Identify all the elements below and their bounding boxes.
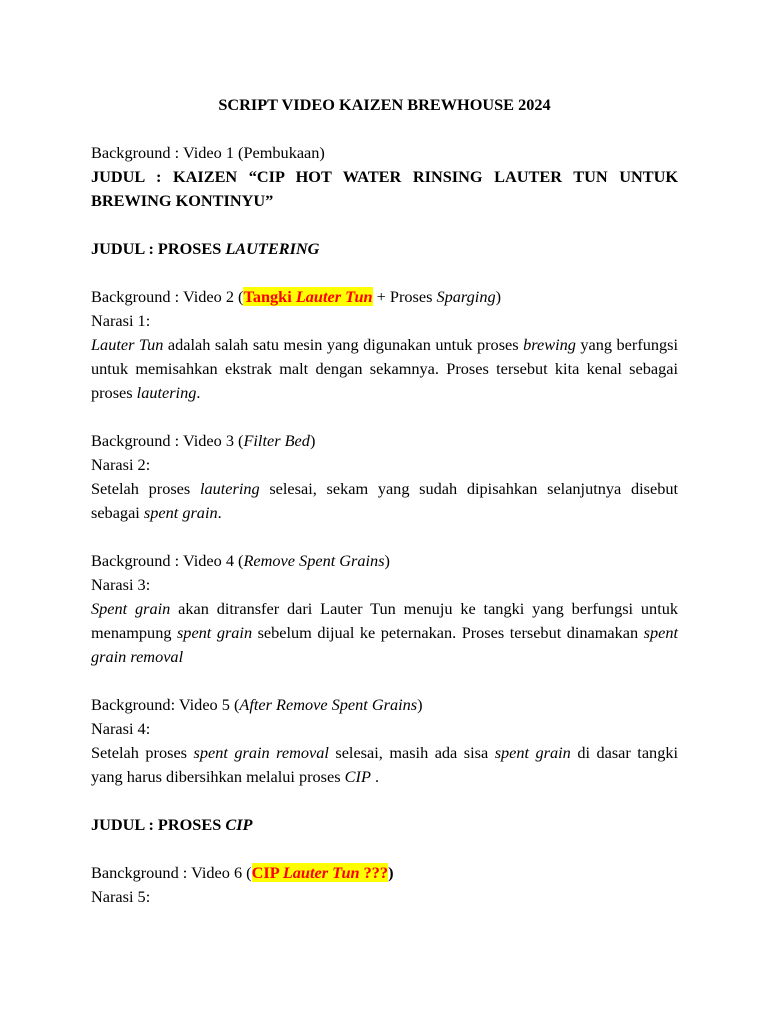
background-video-1: Background : Video 1 (Pembukaan) bbox=[91, 143, 325, 162]
narasi-4-paragraph bbox=[91, 741, 678, 789]
judul-emphasis: LAUTERING bbox=[225, 239, 320, 258]
narasi-1-paragraph bbox=[91, 333, 678, 405]
bg-suffix: ) bbox=[309, 431, 316, 450]
narasi-5-label: Narasi 5: bbox=[91, 887, 151, 906]
text: yang berfungsi untuk memisahkan ekstrak malt dengan sekamnya. Proses tersebut kita kenal sebagai proses bbox=[91, 335, 679, 402]
bg-prefix: Background: Video 5 ( bbox=[91, 695, 240, 714]
highlight-text: Tangki bbox=[243, 287, 296, 306]
bg-emphasis: Filter Bed bbox=[243, 431, 310, 450]
judul-kaizen-line-2: BREWING KONTINYU” bbox=[91, 191, 274, 210]
term: spent grain bbox=[143, 503, 218, 522]
highlight-cip-lauter-tun bbox=[252, 863, 388, 882]
bg-emphasis: After Remove Spent Grains bbox=[239, 695, 418, 714]
bg-emphasis: Remove Spent Grains bbox=[243, 551, 385, 570]
text: Setelah proses bbox=[91, 479, 200, 498]
text: akan ditransfer dari Lauter Tun menuju ke tangki yang berfungsi untuk menampung bbox=[91, 599, 679, 642]
text: selesai, sekam yang sudah dipisahkan selanjutnya disebut sebagai bbox=[91, 479, 678, 522]
judul-prefix: JUDUL : PROSES bbox=[91, 239, 226, 258]
judul-prefix: JUDUL : PROSES bbox=[91, 815, 226, 834]
text: Setelah proses bbox=[91, 743, 194, 762]
bg-text: + Proses bbox=[372, 287, 437, 306]
text: di dasar tangki yang harus dibersihkan melalui proses bbox=[91, 743, 678, 786]
term: Lauter Tun bbox=[91, 335, 164, 354]
bg-prefix: Background : Video 4 ( bbox=[91, 551, 244, 570]
background-video-5 bbox=[91, 693, 678, 717]
text: adalah salah satu mesin yang digunakan untuk proses bbox=[163, 335, 524, 354]
bg-emphasis: Sparging bbox=[436, 287, 496, 306]
background-video-6 bbox=[91, 861, 678, 885]
judul-emphasis: CIP bbox=[225, 815, 253, 834]
text: . bbox=[370, 767, 380, 786]
bg-prefix: Background : Video 3 ( bbox=[91, 431, 244, 450]
text: sebelum dijual ke peternakan. Proses tersebut dinamakan bbox=[252, 623, 644, 642]
narasi-4-label: Narasi 4: bbox=[91, 719, 151, 738]
narasi-2-label: Narasi 2: bbox=[91, 455, 151, 474]
narasi-3-label: Narasi 3: bbox=[91, 575, 151, 594]
background-video-2 bbox=[91, 285, 678, 309]
term: lautering bbox=[199, 479, 260, 498]
bg-prefix: Banckground : Video 6 ( bbox=[91, 863, 252, 882]
highlight-text-italic: Lauter Tun bbox=[282, 863, 360, 882]
judul-proses-lautering bbox=[91, 237, 678, 261]
text: . bbox=[217, 503, 222, 522]
document-title: SCRIPT VIDEO KAIZEN BREWHOUSE 2024 bbox=[218, 95, 551, 114]
highlight-text-italic: Lauter Tun bbox=[295, 287, 373, 306]
term: spent grain removal bbox=[193, 743, 329, 762]
term: spent grain bbox=[176, 623, 253, 642]
bg-suffix: ) bbox=[417, 695, 423, 714]
text: selesai, masih ada sisa bbox=[328, 743, 495, 762]
term: lautering bbox=[136, 383, 197, 402]
term: Spent grain bbox=[91, 599, 171, 618]
bg-suffix: ) bbox=[384, 551, 390, 570]
highlight-text: CIP bbox=[251, 863, 283, 882]
narasi-2-paragraph bbox=[91, 477, 678, 525]
narasi-3-paragraph bbox=[91, 597, 678, 669]
background-video-4 bbox=[91, 549, 678, 573]
bg-suffix: ) bbox=[495, 287, 502, 306]
highlight-tangki-lauter-tun bbox=[243, 287, 372, 306]
judul-proses-cip bbox=[91, 813, 678, 837]
judul-kaizen-line-1: JUDUL : KAIZEN “CIP HOT WATER RINSING LAUTER TUN UNTUK bbox=[91, 167, 678, 186]
highlight-text: ??? bbox=[359, 863, 389, 882]
term: spent grain removal bbox=[91, 623, 678, 666]
text: . bbox=[196, 383, 201, 402]
bg-suffix: ) bbox=[388, 863, 394, 882]
narasi-1-label: Narasi 1: bbox=[91, 311, 151, 330]
background-video-3 bbox=[91, 429, 678, 453]
term: spent grain bbox=[494, 743, 571, 762]
term: brewing bbox=[523, 335, 576, 354]
bg-prefix: Background : Video 2 ( bbox=[91, 287, 244, 306]
term: CIP bbox=[344, 767, 371, 786]
